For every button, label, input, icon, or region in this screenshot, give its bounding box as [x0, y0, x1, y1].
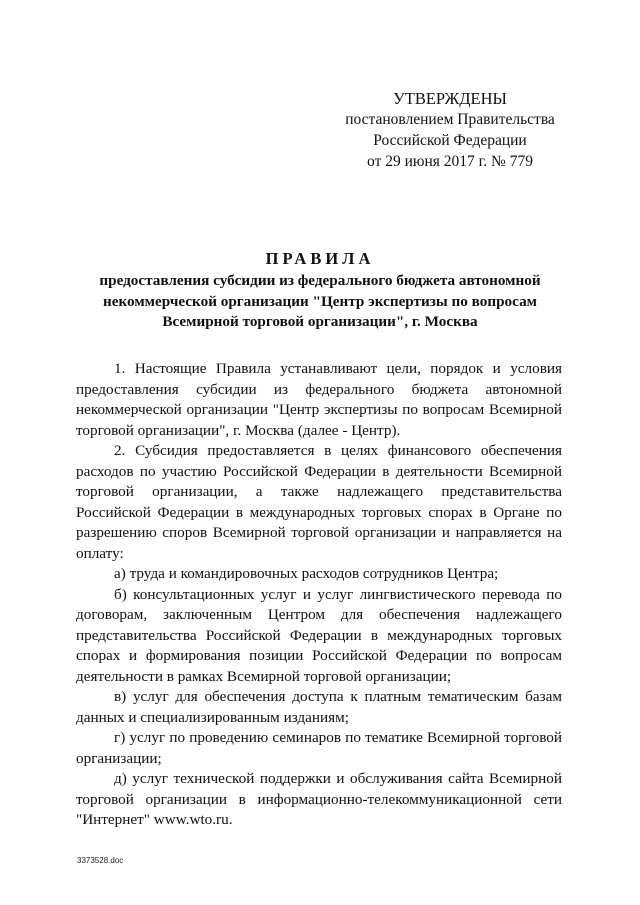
document-title: ПРАВИЛА	[265, 249, 375, 268]
approval-line-1: постановлением Правительства	[345, 111, 555, 128]
document-subtitle: предоставления субсидии из федерального бюджета автономной некоммерческой организации "Центр экспертизы по вопросам Всемирной торговой организации", г. Москва	[99, 272, 541, 330]
paragraph-2d: г) услуг по проведению семинаров по тематике Всемирной торговой организации;	[76, 729, 562, 767]
approval-heading: УТВЕРЖДЕНЫ	[393, 89, 507, 108]
paragraph-2e: д) услуг технической поддержки и обслуживания сайта Всемирной торговой организации в информационно-телекоммуникационной сети "Интернет" www.wto.ru.	[76, 770, 562, 828]
paragraph-2: 2. Субсидия предоставляется в целях финансового обеспечения расходов по участию Российской Федерации в деятельности Всемирной торговой организации, а также надлежащего представительства Российской Федерации в международных торговых спорах в Органе по разрешению споров Всемирной торговой организации и направляется на оплату:	[76, 442, 562, 562]
file-footer: 3373528.doc	[77, 856, 124, 865]
approval-line-2: Российской Федерации	[373, 132, 527, 149]
approval-block	[330, 88, 570, 172]
paragraph-1: 1. Настоящие Правила устанавливают цели, порядок и условия предоставления субсидии из федерального бюджета автономной некоммерческой организации "Центр экспертизы по вопросам Всемирной торговой организации", г. Москва (далее - Центр).	[76, 360, 562, 439]
approval-line-3: от 29 июня 2017 г. № 779	[367, 153, 533, 170]
paragraph-2a: а) труда и командировочных расходов сотрудников Центра;	[114, 565, 499, 582]
paragraph-2c: в) услуг для обеспечения доступа к платным тематическим базам данных и специализированным изданиям;	[76, 688, 562, 726]
document-body	[76, 359, 562, 831]
paragraph-2b: б) консультационных услуг и услуг лингвистического перевода по договорам, заключенным Центром для обеспечения надлежащего представительства Российской Федерации в международных торговых спорах и формирования позиции Российской Федерации по вопросам деятельности в рамках Всемирной торговой организации;	[76, 585, 562, 685]
